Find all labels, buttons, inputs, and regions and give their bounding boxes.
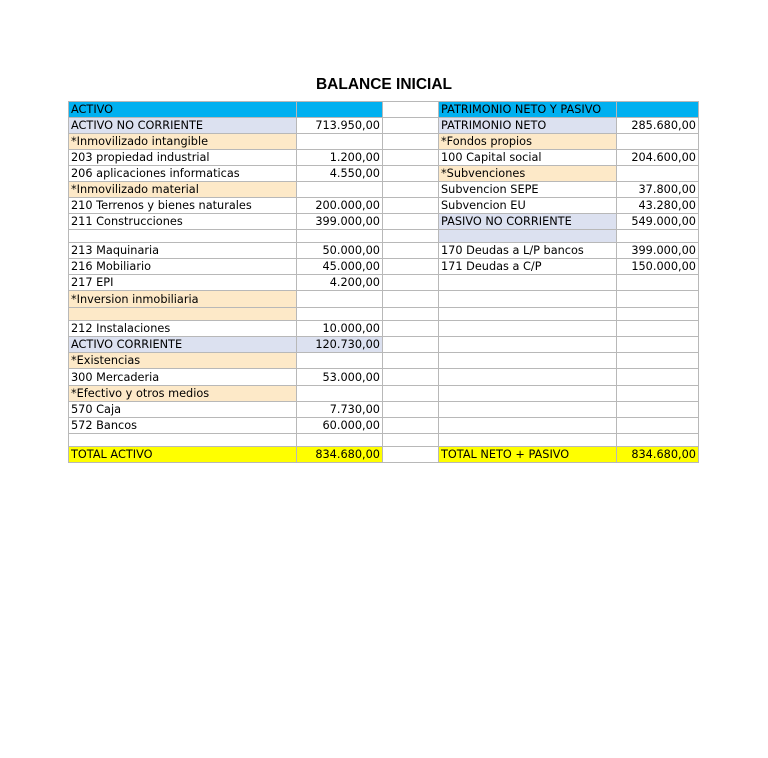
- cell: [383, 134, 439, 150]
- pasivo-header: PATRIMONIO NETO Y PASIVO: [439, 102, 617, 118]
- efectivo-label: *Efectivo y otros medios: [69, 386, 297, 402]
- table-row: [69, 230, 699, 243]
- cell: [383, 386, 439, 402]
- cell: [383, 214, 439, 230]
- cell: [617, 369, 699, 386]
- account-label: 211 Construcciones: [69, 214, 297, 230]
- account-label: 210 Terrenos y bienes naturales: [69, 198, 297, 214]
- activo-no-corriente-label: ACTIVO NO CORRIENTE: [69, 118, 297, 134]
- total-pasivo-value: 834.680,00: [617, 447, 699, 463]
- cell: [439, 321, 617, 337]
- cell: [383, 434, 439, 447]
- account-label: 212 Instalaciones: [69, 321, 297, 337]
- cell: [617, 386, 699, 402]
- table-row: [69, 308, 699, 321]
- account-value: 43.280,00: [617, 198, 699, 214]
- cell: [439, 291, 617, 308]
- cell: [297, 182, 383, 198]
- table-row: [69, 275, 699, 291]
- total-activo-value: 834.680,00: [297, 447, 383, 463]
- cell: [69, 434, 297, 447]
- account-value: 200.000,00: [297, 198, 383, 214]
- activo-corriente-value: 120.730,00: [297, 337, 383, 353]
- table-row: [69, 166, 699, 182]
- account-value: 10.000,00: [297, 321, 383, 337]
- table-row: [69, 118, 699, 134]
- cell: [439, 337, 617, 353]
- table-row: [69, 243, 699, 259]
- account-value: 150.000,00: [617, 259, 699, 275]
- table-row: [69, 150, 699, 166]
- table-row: [69, 418, 699, 434]
- cell: [383, 418, 439, 434]
- account-label: 217 EPI: [69, 275, 297, 291]
- account-label: 300 Mercaderia: [69, 369, 297, 386]
- cell: [439, 434, 617, 447]
- cell: [297, 353, 383, 369]
- account-label: 216 Mobiliario: [69, 259, 297, 275]
- cell: [383, 259, 439, 275]
- cell: [617, 402, 699, 418]
- cell: [297, 291, 383, 308]
- cell: [383, 198, 439, 214]
- cell: [617, 418, 699, 434]
- intangible-label: *Inmovilizado intangible: [69, 134, 297, 150]
- cell: [439, 369, 617, 386]
- account-label: 206 aplicaciones informaticas: [69, 166, 297, 182]
- table-row: [69, 434, 699, 447]
- cell: [297, 308, 383, 321]
- account-label: 171 Deudas a C/P: [439, 259, 617, 275]
- cell: [617, 230, 699, 243]
- cell: [617, 275, 699, 291]
- table-row: [69, 447, 699, 463]
- account-label: 100 Capital social: [439, 150, 617, 166]
- cell: [383, 321, 439, 337]
- table-row: [69, 369, 699, 386]
- cell: [297, 230, 383, 243]
- cell: [617, 321, 699, 337]
- cell: [297, 102, 383, 118]
- table-row: [69, 386, 699, 402]
- page-title: BALANCE INICIAL: [315, 76, 453, 93]
- account-value: 45.000,00: [297, 259, 383, 275]
- account-value: 50.000,00: [297, 243, 383, 259]
- cell: [617, 353, 699, 369]
- cell: [439, 418, 617, 434]
- account-value: 4.550,00: [297, 166, 383, 182]
- cell: [617, 337, 699, 353]
- account-value: 7.730,00: [297, 402, 383, 418]
- account-value: 399.000,00: [297, 214, 383, 230]
- table-row: [69, 353, 699, 369]
- existencias-label: *Existencias: [69, 353, 297, 369]
- table-row: [69, 402, 699, 418]
- cell: [617, 434, 699, 447]
- cell: [439, 402, 617, 418]
- activo-no-corriente-value: 713.950,00: [297, 118, 383, 134]
- account-label: 213 Maquinaria: [69, 243, 297, 259]
- cell: [383, 230, 439, 243]
- cell: [439, 386, 617, 402]
- cell: [383, 150, 439, 166]
- pasivo-no-corriente-value: 549.000,00: [617, 214, 699, 230]
- cell: [617, 291, 699, 308]
- table-row: [69, 259, 699, 275]
- account-label: 572 Bancos: [69, 418, 297, 434]
- cell: [297, 434, 383, 447]
- cell: [617, 308, 699, 321]
- total-pasivo-label: TOTAL NETO + PASIVO: [439, 447, 617, 463]
- table-row: [69, 321, 699, 337]
- cell: [383, 243, 439, 259]
- cell: [383, 275, 439, 291]
- cell: [383, 291, 439, 308]
- account-label: 170 Deudas a L/P bancos: [439, 243, 617, 259]
- table-row: [69, 291, 699, 308]
- cell: [297, 134, 383, 150]
- cell: [439, 308, 617, 321]
- table-row: [69, 134, 699, 150]
- cell: [617, 134, 699, 150]
- subvenciones-label: *Subvenciones: [439, 166, 617, 182]
- balance-table: [68, 101, 699, 463]
- account-label: Subvencion EU: [439, 198, 617, 214]
- cell: [383, 118, 439, 134]
- patrimonio-neto-label: PATRIMONIO NETO: [439, 118, 617, 134]
- activo-corriente-label: ACTIVO CORRIENTE: [69, 337, 297, 353]
- table-row: [69, 182, 699, 198]
- patrimonio-neto-value: 285.680,00: [617, 118, 699, 134]
- table-row: [69, 214, 699, 230]
- cell: [297, 386, 383, 402]
- fondos-propios-label: *Fondos propios: [439, 134, 617, 150]
- account-value: 60.000,00: [297, 418, 383, 434]
- cell: [383, 402, 439, 418]
- account-value: 399.000,00: [617, 243, 699, 259]
- cell: [383, 166, 439, 182]
- pasivo-no-corriente-label: PASIVO NO CORRIENTE: [439, 214, 617, 230]
- total-activo-label: TOTAL ACTIVO: [69, 447, 297, 463]
- material-label: *Inmovilizado material: [69, 182, 297, 198]
- cell: [69, 308, 297, 321]
- cell: [617, 166, 699, 182]
- account-value: 4.200,00: [297, 275, 383, 291]
- cell: [439, 230, 617, 243]
- table-row: [69, 102, 699, 118]
- cell: [617, 102, 699, 118]
- account-value: 204.600,00: [617, 150, 699, 166]
- activo-header: ACTIVO: [69, 102, 297, 118]
- cell: [383, 182, 439, 198]
- table-row: [69, 337, 699, 353]
- cell: [383, 308, 439, 321]
- table-row: [69, 198, 699, 214]
- cell: [383, 337, 439, 353]
- cell: [439, 353, 617, 369]
- account-value: 1.200,00: [297, 150, 383, 166]
- cell: [383, 353, 439, 369]
- cell: [69, 230, 297, 243]
- account-label: 570 Caja: [69, 402, 297, 418]
- inversion-label: *Inversion inmobiliaria: [69, 291, 297, 308]
- account-value: 53.000,00: [297, 369, 383, 386]
- account-label: Subvencion SEPE: [439, 182, 617, 198]
- cell: [383, 447, 439, 463]
- cell: [383, 369, 439, 386]
- cell: [383, 102, 439, 118]
- account-label: 203 propiedad industrial: [69, 150, 297, 166]
- account-value: 37.800,00: [617, 182, 699, 198]
- cell: [439, 275, 617, 291]
